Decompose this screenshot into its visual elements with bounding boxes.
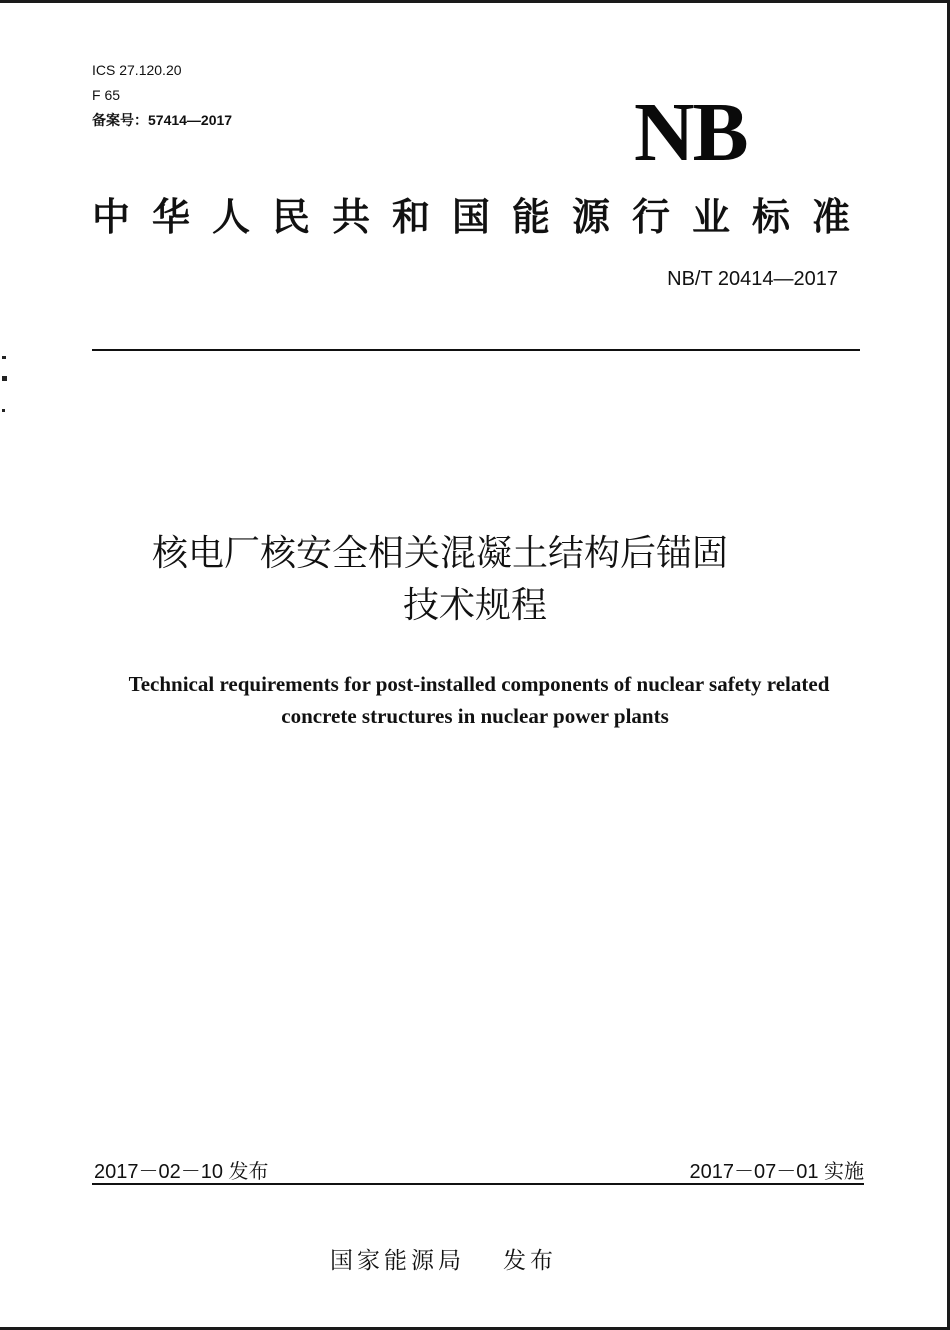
standard-category-title: 中华人民共和国能源行业标准 bbox=[92, 195, 873, 239]
ccs-code: F 65 bbox=[92, 87, 121, 103]
issue-date: 2017－02－10 发布 bbox=[94, 1161, 269, 1183]
publisher-action: 发布 bbox=[503, 1248, 557, 1274]
chinese-title-line-1: 核电厂核安全相关混凝土结构后锚固 bbox=[151, 533, 728, 574]
classification-block bbox=[92, 58, 232, 133]
scan-mark bbox=[2, 356, 6, 359]
chinese-title bbox=[0, 528, 950, 632]
record-number: 备案号：57414—2017 bbox=[92, 112, 233, 128]
chinese-title-line-2: 技术规程 bbox=[402, 585, 547, 626]
nb-logo: NB bbox=[634, 86, 747, 179]
page-border-top bbox=[0, 0, 950, 3]
footer-divider bbox=[92, 1183, 864, 1185]
header-divider bbox=[92, 349, 860, 351]
english-title bbox=[0, 668, 950, 732]
ics-code: ICS 27.120.20 bbox=[92, 62, 182, 78]
english-title-line-1: Technical requirements for post-installed components of nuclear safety related bbox=[128, 672, 830, 696]
standard-number: NB/T 20414—2017 bbox=[667, 268, 838, 290]
scan-mark bbox=[2, 376, 7, 381]
english-title-line-2: concrete structures in nuclear power plants bbox=[281, 704, 669, 728]
publisher-line bbox=[330, 1242, 557, 1275]
implementation-date: 2017－07－01 实施 bbox=[689, 1161, 864, 1183]
publisher-name: 国家能源局 bbox=[330, 1248, 465, 1274]
scan-mark bbox=[2, 409, 5, 412]
